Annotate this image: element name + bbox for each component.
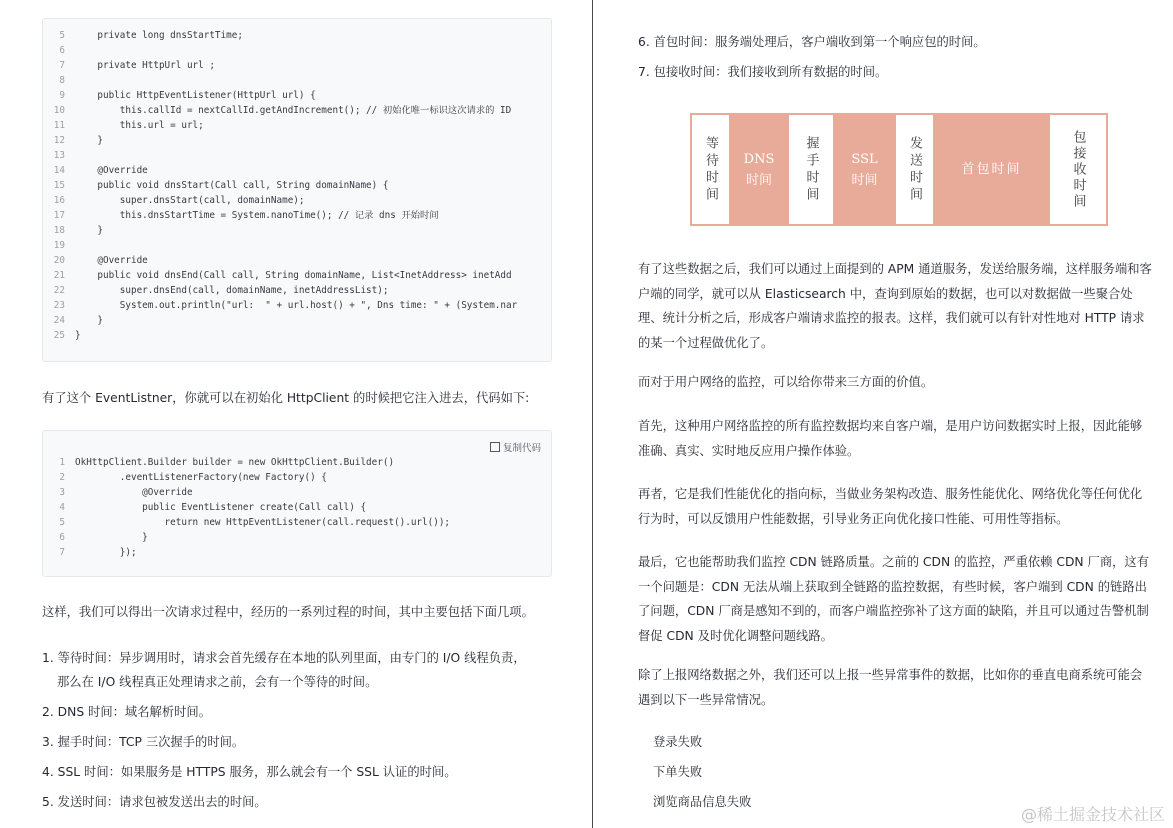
paragraph-summary: 这样，我们可以得出一次请求过程中，经历的一系列过程的时间，其中主要包括下面几项。 bbox=[42, 605, 534, 619]
list-item: 7. 包接收时间：我们接收到所有数据的时间。 bbox=[638, 65, 888, 79]
code-line bbox=[43, 43, 75, 58]
line-number: 22 bbox=[53, 285, 65, 296]
list-item: 2. DNS 时间：域名解析时间。 bbox=[42, 705, 212, 719]
timeline-receive bbox=[1050, 115, 1106, 224]
line-number: 18 bbox=[53, 225, 65, 236]
line-number: 9 bbox=[59, 90, 65, 101]
code-line bbox=[43, 470, 327, 485]
code-line bbox=[43, 515, 450, 530]
paragraph-inject: 有了这个 EventListner，你就可以在初始化 HttpClient 的时候把它注入进去，代码如下: bbox=[42, 391, 530, 405]
code-line bbox=[43, 208, 439, 223]
code-line bbox=[43, 88, 316, 103]
code-text: } bbox=[75, 532, 148, 543]
copy-code-button[interactable] bbox=[490, 440, 541, 454]
code-text: } bbox=[75, 135, 103, 146]
list-item: 4. SSL 时间：如果服务是 HTTPS 服务，那么就会有一个 SSL 认证的时间。 bbox=[42, 765, 457, 779]
paragraph-first: 首先，这种用户网络监控的所有监控数据均来自客户端，是用户访问数据实时上报，因此能够准确、真实、实时地反应用户操作体验。 bbox=[638, 419, 1143, 458]
timeline-label: 首包时间 bbox=[961, 162, 1022, 177]
line-number: 5 bbox=[59, 30, 65, 41]
line-number: 13 bbox=[53, 150, 65, 161]
code-text: super.dnsStart(call, domainName); bbox=[75, 195, 305, 206]
timeline-label: 握手时间 bbox=[803, 135, 819, 204]
code-text: OkHttpClient.Builder builder = new OkHttpClient.Builder() bbox=[75, 457, 395, 468]
line-number: 20 bbox=[53, 255, 65, 266]
code-line bbox=[43, 530, 148, 545]
line-number: 4 bbox=[59, 502, 65, 513]
timeline-handshake bbox=[789, 115, 833, 224]
code-line bbox=[43, 485, 193, 500]
code-line bbox=[43, 298, 517, 313]
list-item-login-failed: 登录失败 bbox=[653, 735, 703, 749]
line-number: 5 bbox=[59, 517, 65, 528]
code-line bbox=[43, 193, 305, 208]
line-number: 12 bbox=[53, 135, 65, 146]
list-item-order-failed: 下单失败 bbox=[653, 765, 703, 779]
line-number: 2 bbox=[59, 472, 65, 483]
list-item: 3. 握手时间：TCP 三次握手的时间。 bbox=[42, 735, 245, 749]
code-line bbox=[43, 28, 243, 43]
code-text: } bbox=[75, 315, 103, 326]
paragraph-third: 最后，它也能帮助我们监控 CDN 链路质量。之前的 CDN 的监控，严重依赖 CDN 厂商，这有一个问题是：CDN 无法从端上获取到全链路的监控数据，有些时候，客户端到 CDN 的链路出了问题，CDN 厂商是感知不到的，而客户端监控弥补了这方面的缺陷，并且可以通过告警机制督促 CDN 及时优化调整问题线路。 bbox=[638, 555, 1150, 643]
line-number: 15 bbox=[53, 180, 65, 191]
code-text: this.url = url; bbox=[75, 120, 204, 131]
code-line bbox=[43, 148, 75, 163]
code-line bbox=[43, 58, 215, 73]
timeline-label: 等待时间 bbox=[703, 135, 718, 204]
code-text: public void dnsEnd(Call call, String domainName, List<InetAddress> inetAdd bbox=[75, 270, 512, 281]
code-text: .eventListenerFactory(new Factory() { bbox=[75, 472, 327, 483]
code-line bbox=[43, 500, 366, 515]
line-number: 17 bbox=[53, 210, 65, 221]
code-line bbox=[43, 103, 511, 118]
paragraph-second: 再者，它是我们性能优化的指向标，当做业务架构改造、服务性能优化、网络优化等任何优化行为时，可以反馈用户性能数据，引导业务正向优化接口性能、可用性等指标。 bbox=[638, 487, 1143, 526]
code-text: private HttpUrl url ; bbox=[75, 60, 215, 71]
code-line bbox=[43, 545, 137, 560]
paragraph-exceptions: 除了上报网络数据之外，我们还可以上报一些异常事件的数据，比如你的垂直电商系统可能会遇到以下一些异常情况。 bbox=[638, 668, 1143, 707]
code-block-listener bbox=[42, 18, 552, 362]
code-line bbox=[43, 133, 103, 148]
code-text: } bbox=[75, 225, 103, 236]
list-item-browse-failed: 浏览商品信息失败 bbox=[653, 795, 752, 809]
line-number: 14 bbox=[53, 165, 65, 176]
line-number: 23 bbox=[53, 300, 65, 311]
code-text: public HttpEventListener(HttpUrl url) { bbox=[75, 90, 316, 101]
code-text: @Override bbox=[75, 165, 148, 176]
code-line bbox=[43, 238, 75, 253]
list-item: 1. 等待时间：异步调用时，请求会首先缓存在本地的队列里面，由专门的 I/O 线程负责， 那么在 I/O 线程真正处理请求之前，会有一个等待的时间。 bbox=[42, 651, 526, 689]
paragraph-apm: 有了这些数据之后，我们可以通过上面提到的 APM 通道服务，发送给服务端，这样服务端和客户端的同学，就可以从 Elasticsearch 中，查询到原始的数据，也可以对数据做一些聚合处理、统计分析之后，形成客户端请求监控的报表。这样，我们就可以有针对性地对 HTTP 请求的某一个过程做优化了。 bbox=[638, 262, 1152, 350]
timeline-label: DNS 时间 bbox=[743, 151, 775, 188]
code-text: this.dnsStartTime = System.nanoTime(); // 记录 dns 开始时间 bbox=[75, 210, 439, 221]
code-text: System.out.println("url: " + url.host() + ", Dns time: " + (System.nar bbox=[75, 300, 518, 311]
watermark: @稀土掘金技术社区 bbox=[1020, 805, 1165, 824]
timeline-first-packet bbox=[935, 115, 1048, 224]
code-text: this.callId = nextCallId.getAndIncrement(); // 初始化唯一标识这次请求的 ID bbox=[75, 105, 512, 116]
code-line bbox=[43, 283, 388, 298]
line-number: 19 bbox=[53, 240, 65, 251]
copy-icon bbox=[490, 442, 500, 452]
column-divider bbox=[592, 0, 593, 828]
line-number: 11 bbox=[53, 120, 65, 131]
line-number: 7 bbox=[59, 547, 65, 558]
timeline-ssl bbox=[835, 115, 894, 224]
code-line bbox=[43, 268, 512, 283]
timeline-send bbox=[896, 115, 933, 224]
code-text: @Override bbox=[75, 487, 193, 498]
code-line bbox=[43, 328, 81, 343]
code-text: private long dnsStartTime; bbox=[75, 30, 243, 41]
code-text: } bbox=[75, 330, 81, 341]
code-line bbox=[43, 455, 394, 470]
line-number: 3 bbox=[59, 487, 65, 498]
code-line bbox=[43, 178, 388, 193]
line-number: 25 bbox=[53, 330, 65, 341]
code-line bbox=[43, 253, 148, 268]
code-text: @Override bbox=[75, 255, 148, 266]
line-number: 21 bbox=[53, 270, 65, 281]
line-number: 10 bbox=[53, 105, 65, 116]
line-number: 1 bbox=[59, 457, 65, 468]
list-item: 6. 首包时间：服务端处理后，客户端收到第一个响应包的时间。 bbox=[638, 35, 986, 49]
timeline-dns bbox=[731, 115, 787, 224]
line-number: 8 bbox=[59, 75, 65, 86]
copy-code-label: 复制代码 bbox=[502, 443, 541, 454]
line-number: 6 bbox=[59, 45, 65, 56]
timeline-label: 包接收时间 bbox=[1070, 129, 1086, 210]
line-number: 24 bbox=[53, 315, 65, 326]
line-number: 6 bbox=[59, 532, 65, 543]
code-line bbox=[43, 163, 148, 178]
line-number: 16 bbox=[53, 195, 65, 206]
code-block-builder bbox=[42, 430, 552, 577]
code-line bbox=[43, 73, 75, 88]
code-text: super.dnsEnd(call, domainName, inetAddressList); bbox=[75, 285, 389, 296]
code-text: public void dnsStart(Call call, String domainName) { bbox=[75, 180, 389, 191]
code-text: public EventListener create(Call call) { bbox=[75, 502, 367, 513]
code-text: }); bbox=[75, 547, 137, 558]
timeline-wait bbox=[692, 115, 729, 224]
code-line bbox=[43, 118, 204, 133]
line-number: 7 bbox=[59, 60, 65, 71]
code-line bbox=[43, 223, 103, 238]
code-line bbox=[43, 313, 103, 328]
paragraph-value-intro: 而对于用户网络的监控，可以给你带来三方面的价值。 bbox=[638, 375, 934, 389]
request-timeline-diagram bbox=[690, 113, 1108, 226]
timeline-label: 发送时间 bbox=[907, 135, 922, 204]
list-item: 5. 发送时间：请求包被发送出去的时间。 bbox=[42, 795, 267, 809]
code-text: return new HttpEventListener(call.request().url()); bbox=[75, 517, 451, 528]
timeline-label: SSL 时间 bbox=[851, 151, 878, 188]
